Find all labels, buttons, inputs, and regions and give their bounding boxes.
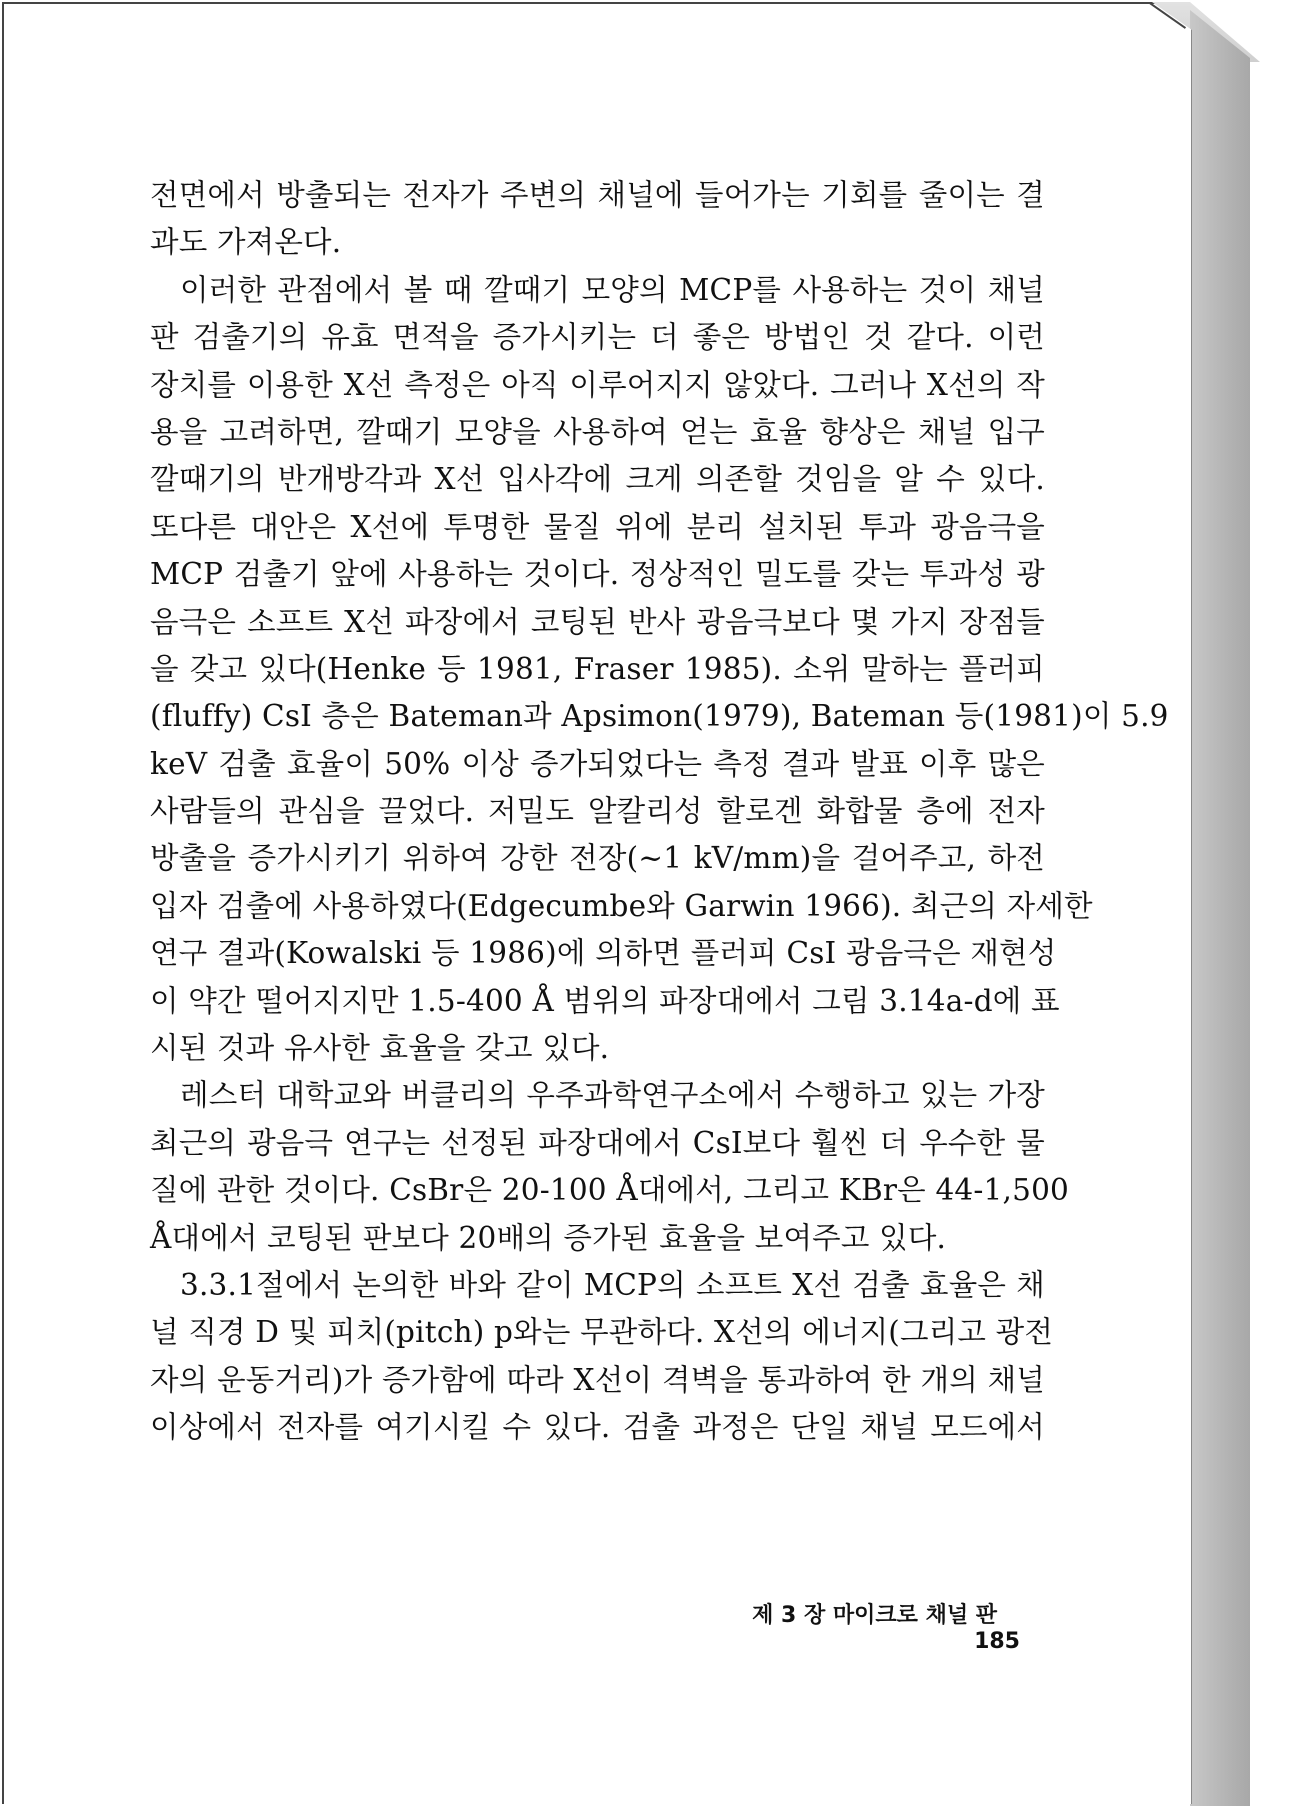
page-number: 185 [974, 1629, 1020, 1654]
text-line: 음극은 소프트 X선 파장에서 코팅된 반사 광음극보다 몇 가지 장점들 [150, 604, 1045, 639]
page-footer [700, 1598, 1020, 1654]
text-line: 또다른 대안은 X선에 투명한 물질 위에 분리 설치된 투과 광음극을 [150, 509, 1045, 544]
text-line: 이 약간 떨어지지만 1.5-400 Å 범위의 파장대에서 그림 3.14a-d에 표 [150, 983, 1060, 1018]
text-line: 을 갖고 있다(Henke 등 1981, Fraser 1985). 소위 말하는 플러피 [150, 651, 1045, 686]
text-line: 최근의 광음극 연구는 선정된 파장대에서 CsI보다 훨씬 더 우수한 물 [150, 1125, 1045, 1160]
text-line: 레스터 대학교와 버클리의 우주과학연구소에서 수행하고 있는 가장 [180, 1078, 1045, 1113]
text-line: 연구 결과(Kowalski 등 1986)에 의하면 플러피 CsI 광음극은 재현성 [150, 936, 1057, 971]
text-line: 자의 운동거리)가 증가함에 따라 X선이 격벽을 통과하여 한 개의 채널 [150, 1362, 1045, 1397]
text-line: 널 직경 D 및 피치(pitch) p와는 무관하다. X선의 에너지(그리고 광전 [150, 1315, 1054, 1350]
text-line: 질에 관한 것이다. CsBr은 20-100 Å대에서, 그리고 KBr은 44-1,500 [150, 1173, 1070, 1208]
text-line: 전면에서 방출되는 전자가 주변의 채널에 들어가는 기회를 줄이는 결 [150, 178, 1045, 212]
book-side-edge [1190, 10, 1250, 1806]
text-line: keV 검출 효율이 50% 이상 증가되었다는 측정 결과 발표 이후 많은 [150, 746, 1045, 781]
text-line: 이러한 관점에서 볼 때 깔때기 모양의 MCP를 사용하는 것이 채널 [180, 272, 1045, 307]
text-line: 과도 가져온다. [150, 225, 342, 260]
text-line: 용을 고려하면, 깔때기 모양을 사용하여 얻는 효율 향상은 채널 입구 [150, 414, 1045, 449]
text-line: 이상에서 전자를 여기시킬 수 있다. 검출 과정은 단일 채널 모드에서 [150, 1410, 1045, 1445]
text-line: (fluffy) CsI 층은 Bateman과 Apsimon(1979), Bateman 등(1981)이 5.9 [150, 699, 1169, 734]
text-line: 시된 것과 유사한 효율을 갖고 있다. [150, 1031, 610, 1066]
text-line: 깔때기의 반개방각과 X선 입사각에 크게 의존할 것임을 알 수 있다. [150, 462, 1045, 497]
text-line: 사람들의 관심을 끌었다. 저밀도 알칼리성 할로겐 화합물 층에 전자 [150, 794, 1045, 829]
text-line: Å대에서 코팅된 판보다 20배의 증가된 효율을 보여주고 있다. [150, 1220, 947, 1255]
body-text [150, 172, 1169, 1452]
text-line: 입자 검출에 사용하였다(Edgecumbe와 Garwin 1966). 최근의 자세한 [150, 888, 1093, 923]
chapter-title: 제 3 장 마이크로 채널 판 [752, 1603, 997, 1628]
text-line: 판 검출기의 유효 면적을 증가시키는 더 좋은 방법인 것 같다. 이런 [150, 320, 1045, 355]
text-line: 3.3.1절에서 논의한 바와 같이 MCP의 소프트 X선 검출 효율은 채 [180, 1267, 1045, 1302]
text-line: MCP 검출기 앞에 사용하는 것이다. 정상적인 밀도를 갖는 투과성 광 [150, 557, 1045, 592]
text-line: 방출을 증가시키기 위하여 강한 전장(~1 kV/mm)을 걸어주고, 하전 [150, 841, 1045, 876]
text-line: 장치를 이용한 X선 측정은 아직 이루어지지 않았다. 그러나 X선의 작 [150, 367, 1045, 402]
